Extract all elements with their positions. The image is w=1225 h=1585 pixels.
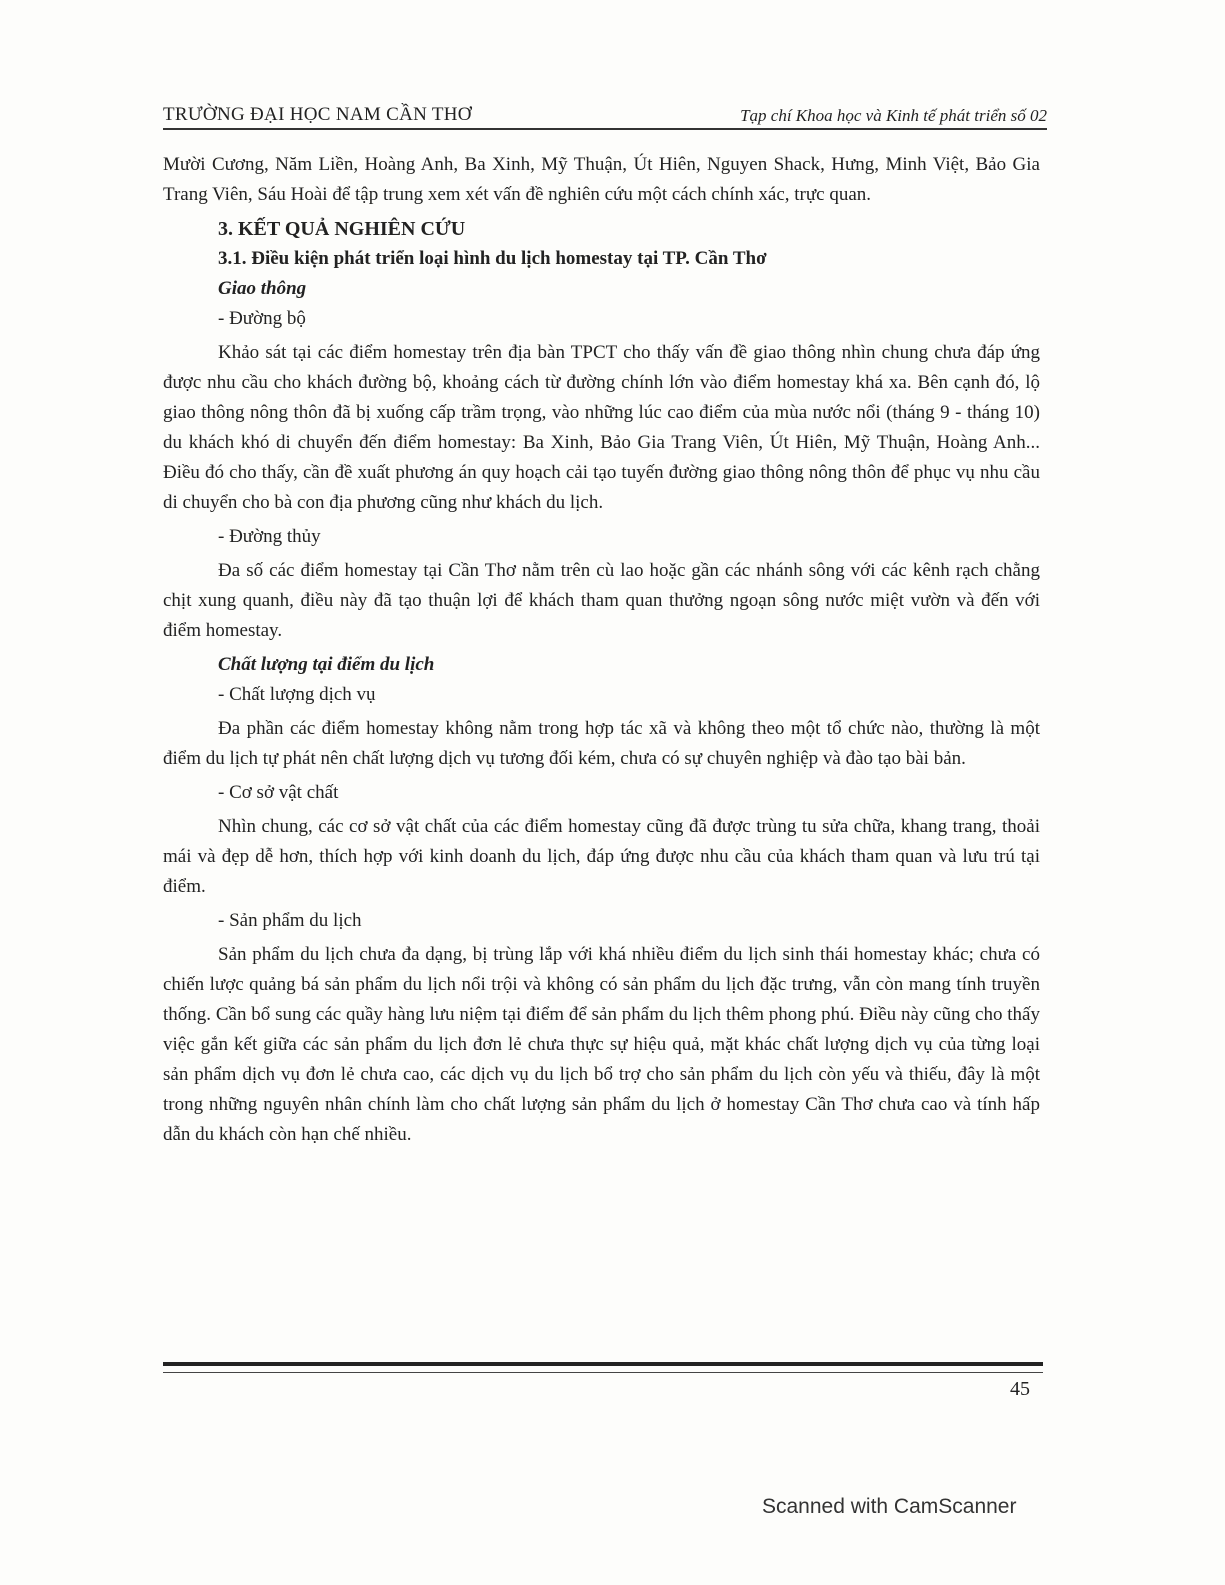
footer-rule-thin	[163, 1372, 1043, 1373]
item-duong-bo: - Đường bộ	[218, 308, 306, 329]
article-body	[163, 150, 1040, 1150]
item-co-so: - Cơ sở vật chất	[218, 782, 339, 803]
header-institution: TRƯỜNG ĐẠI HỌC NAM CẦN THƠ	[163, 104, 472, 125]
paragraph-co-so: Nhìn chung, các cơ sở vật chất của các điểm homestay cũng đã được trùng tu sửa chữa, khang trang, thoải mái và đẹp dễ hơn, thích hợp với kinh doanh du lịch, đáp ứng được nhu cầu của khách tham quan và lưu trú tại điểm.	[163, 816, 1040, 897]
paragraph-intro: Mười Cương, Năm Liền, Hoàng Anh, Ba Xinh, Mỹ Thuận, Út Hiên, Nguyen Shack, Hưng, Minh Việt, Bảo Gia Trang Viên, Sáu Hoài để tập trung xem xét vấn đề nghiên cứu một cách chính xác, trực quan.	[163, 154, 1040, 205]
heading-giao-thong: Giao thông	[218, 278, 307, 299]
item-san-pham: - Sản phẩm du lịch	[218, 910, 362, 931]
page-number: 45	[1010, 1378, 1030, 1400]
paragraph-san-pham: Sản phẩm du lịch chưa đa dạng, bị trùng lắp với khá nhiều điểm du lịch sinh thái homestay khác; chưa có chiến lược quảng bá sản phẩm du lịch nổi trội và không có sản phẩm du lịch đặc trưng, vẫn còn mang tính truyền thống. Cần bổ sung các quầy hàng lưu niệm tại điểm để sản phẩm du lịch thêm phong phú. Điều này cũng cho thấy việc gắn kết giữa các sản phẩm du lịch đơn lẻ chưa thực sự hiệu quả, mặt khác chất lượng dịch vụ của từng loại sản phẩm dịch vụ đơn lẻ chưa cao, các dịch vụ du lịch bổ trợ cho sản phẩm du lịch còn yếu và thiếu, đây là một trong những nguyên nhân chính làm cho chất lượng sản phẩm du lịch ở homestay Cần Thơ chưa cao và tính hấp dẫn du khách còn hạn chế nhiều.	[163, 944, 1040, 1145]
header-rule	[163, 128, 1047, 130]
subsection-heading: 3.1. Điều kiện phát triển loại hình du lịch homestay tại TP. Cần Thơ	[218, 248, 767, 269]
header-journal: Tạp chí Khoa học và Kinh tế phát triển số 02	[740, 106, 1047, 125]
scanner-watermark: Scanned with CamScanner	[762, 1495, 1017, 1518]
paragraph-dich-vu: Đa phần các điểm homestay không nằm trong hợp tác xã và không theo một tổ chức nào, thường là một điểm du lịch tự phát nên chất lượng dịch vụ tương đối kém, chưa có sự chuyên nghiệp và đào tạo bài bản.	[163, 718, 1040, 769]
item-dich-vu: - Chất lượng dịch vụ	[218, 684, 376, 705]
section-heading: 3. KẾT QUẢ NGHIÊN CỨU	[218, 218, 466, 240]
paragraph-duong-thuy: Đa số các điểm homestay tại Cần Thơ nằm trên cù lao hoặc gần các nhánh sông với các kênh rạch chằng chịt xung quanh, điều này đã tạo thuận lợi để khách tham quan thưởng ngoạn sông nước miệt vườn và đến với điểm homestay.	[163, 560, 1040, 641]
paragraph-duong-bo: Khảo sát tại các điểm homestay trên địa bàn TPCT cho thấy vấn đề giao thông nhìn chung chưa đáp ứng được nhu cầu cho khách đường bộ, khoảng cách từ đường chính lớn vào điểm homestay khá xa. Bên cạnh đó, lộ giao thông nông thôn đã bị xuống cấp trầm trọng, vào những lúc cao điểm của mùa nước nổi (tháng 9 - tháng 10) du khách khó di chuyển đến điểm homestay: Ba Xinh, Bảo Gia Trang Viên, Út Hiên, Mỹ Thuận, Hoàng Anh... Điều đó cho thấy, cần đề xuất phương án quy hoạch cải tạo tuyến đường giao thông nông thôn để phục vụ nhu cầu di chuyển cho bà con địa phương cũng như khách du lịch.	[163, 342, 1040, 513]
item-duong-thuy: - Đường thủy	[218, 526, 321, 547]
footer-rule-thick	[163, 1362, 1043, 1366]
page-header	[163, 100, 1047, 130]
heading-chat-luong: Chất lượng tại điểm du lịch	[218, 654, 435, 675]
